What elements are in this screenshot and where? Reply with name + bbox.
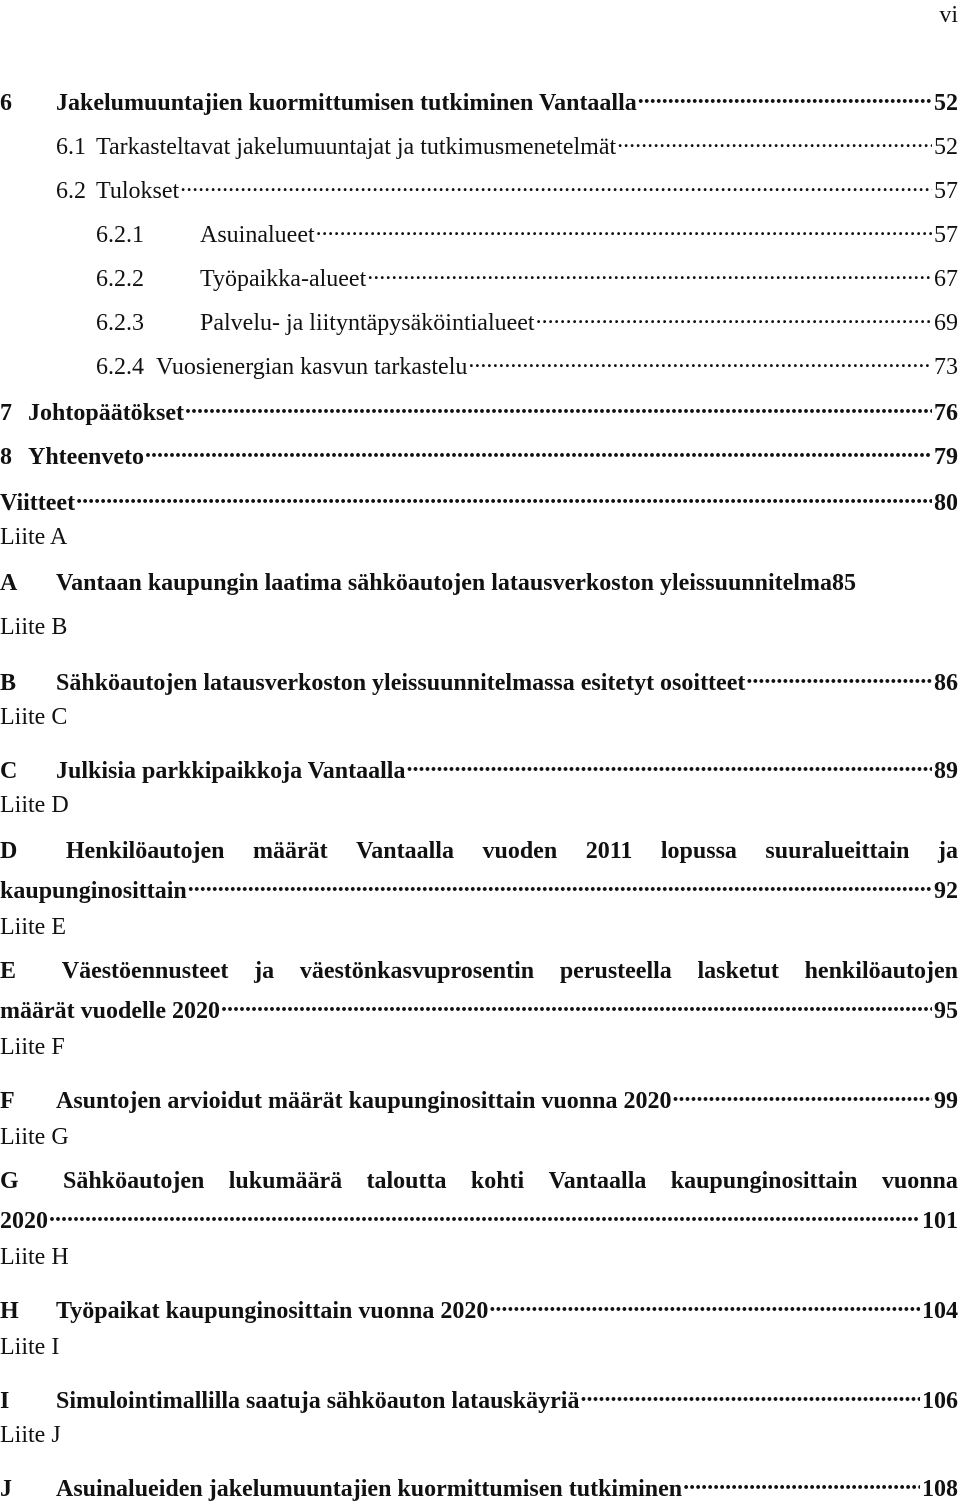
entry-word: lopussa: [660, 838, 737, 864]
toc-entry[interactable]: [0, 1378, 958, 1414]
leader-dots: [580, 1378, 920, 1408]
entry-page: 86: [934, 670, 958, 696]
leader-dots: [617, 124, 932, 154]
leader-dots: [185, 390, 932, 420]
entry-letter: H: [0, 1298, 19, 1324]
appendix-heading: Liite F: [0, 1034, 65, 1060]
toc-entry[interactable]: [0, 1078, 958, 1114]
entry-word: Vantaalla: [356, 838, 454, 864]
entry-title: Asuinalueiden jakelumuuntajien kuormittumisen tutkiminen: [56, 1476, 683, 1502]
entry-title: Työpaikka-alueet: [200, 266, 367, 292]
entry-number: 6.2: [56, 178, 86, 204]
entry-word: vuoden: [482, 838, 558, 864]
entry-number: 6.2.4: [96, 354, 144, 380]
entry-word: väestönkasvuprosentin: [299, 958, 535, 984]
toc-entry[interactable]: [0, 570, 958, 600]
entry-title: Työpaikat kaupunginosittain vuonna 2020: [56, 1298, 489, 1324]
entry-number: 6.2.3: [96, 310, 144, 336]
toc-entry[interactable]: [96, 300, 958, 336]
entry-page: 92: [934, 878, 958, 904]
entry-title: Tarkasteltavat jakelumuuntajat ja tutkimusmenetelmät: [96, 134, 617, 160]
entry-title: Vuosienergian kasvun tarkastelu: [156, 354, 468, 380]
entry-word: 2011: [585, 838, 633, 864]
toc-entry[interactable]: [0, 1466, 958, 1502]
entry-letter: G: [0, 1168, 19, 1194]
leader-dots: [746, 660, 932, 690]
entry-title: Asuntojen arvioidut määrät kaupunginosittain vuonna 2020: [56, 1088, 672, 1114]
leader-dots: [188, 868, 932, 898]
entry-title: Simulointimallilla saatuja sähköauton latauskäyriä: [56, 1388, 580, 1414]
toc-entry[interactable]: [0, 1288, 958, 1324]
entry-page: 104: [922, 1298, 958, 1324]
leader-dots: [316, 212, 932, 242]
entry-number: 6.2.2: [96, 266, 144, 292]
entry-page: 52: [934, 90, 958, 116]
entry-page: 57: [934, 178, 958, 204]
toc-entry-line1[interactable]: [0, 958, 958, 988]
appendix-heading: Liite A: [0, 524, 68, 550]
entry-title: Viitteet: [0, 490, 76, 516]
entry-word: Vantaalla: [548, 1168, 647, 1194]
toc-entry[interactable]: [0, 390, 958, 426]
toc-entry[interactable]: [0, 660, 958, 696]
entry-word: perusteella: [559, 958, 672, 984]
entry-word: määrät: [253, 838, 328, 864]
entry-page: 95: [934, 998, 958, 1024]
entry-number: 6: [0, 90, 12, 116]
entry-title: 2020: [0, 1208, 48, 1234]
entry-word: ja: [937, 838, 958, 864]
entry-word: henkilöautojen: [804, 958, 958, 984]
entry-page: 108: [922, 1476, 958, 1502]
entry-page: 89: [934, 758, 958, 784]
entry-title: Jakelumuuntajien kuormittumisen tutkiminen Vantaalla: [56, 90, 637, 116]
toc-entry[interactable]: [56, 124, 958, 160]
toc-entry-line2[interactable]: [0, 868, 958, 904]
toc-entry[interactable]: [96, 212, 958, 248]
entry-word: lasketut: [697, 958, 779, 984]
leader-dots: [638, 80, 932, 110]
appendix-heading: Liite G: [0, 1124, 69, 1150]
entry-title: Yhteenveto: [28, 444, 144, 470]
entry-title: Asuinalueet: [200, 222, 315, 248]
entry-title: määrät vuodelle 2020: [0, 998, 220, 1024]
leader-dots: [672, 1078, 932, 1108]
entry-number: 7: [0, 400, 12, 426]
entry-page: 80: [934, 490, 958, 516]
appendix-heading: Liite C: [0, 704, 68, 730]
entry-page: 85: [831, 570, 856, 596]
leader-dots: [367, 256, 932, 286]
entry-letter: D: [0, 838, 18, 864]
entry-letter: I: [0, 1388, 10, 1414]
toc-entry-line2[interactable]: [0, 988, 958, 1024]
entry-letter: A: [0, 570, 18, 596]
entry-letter: F: [0, 1088, 15, 1114]
entry-page: 57: [934, 222, 958, 248]
entry-page: 69: [934, 310, 958, 336]
entry-word: Sähköautojen: [63, 1168, 205, 1194]
entry-word: kohti: [470, 1168, 525, 1194]
leader-dots: [221, 988, 932, 1018]
leader-dots: [406, 748, 932, 778]
leader-dots: [180, 168, 932, 198]
appendix-heading: Liite E: [0, 914, 66, 940]
entry-title: Tulokset: [96, 178, 180, 204]
entry-page: 101: [922, 1208, 958, 1234]
entry-page: 73: [934, 354, 958, 380]
entry-page: 99: [934, 1088, 958, 1114]
leader-dots: [145, 434, 932, 464]
entry-word: Henkilöautojen: [65, 838, 225, 864]
toc-entry-line1[interactable]: [0, 1168, 958, 1198]
entry-number: 6.1: [56, 134, 86, 160]
entry-title: Vantaan kaupungin laatima sähköautojen latausverkoston yleissuunnitelma: [56, 570, 832, 596]
entry-letter: C: [0, 758, 18, 784]
appendix-heading: Liite D: [0, 792, 69, 818]
toc-entry[interactable]: [0, 480, 958, 516]
appendix-heading: Liite I: [0, 1334, 60, 1360]
entry-page: 52: [934, 134, 958, 160]
toc-entry-line2[interactable]: [0, 1198, 958, 1234]
entry-letter: B: [0, 670, 17, 696]
entry-letter: J: [0, 1476, 12, 1502]
entry-page: 79: [934, 444, 958, 470]
entry-word: vuonna: [881, 1168, 958, 1194]
entry-number: 6.2.1: [96, 222, 144, 248]
toc-entry[interactable]: [56, 168, 958, 204]
leader-dots: [49, 1198, 920, 1228]
toc-entry[interactable]: [0, 80, 958, 116]
toc-entry[interactable]: [0, 434, 958, 470]
entry-word: lukumäärä: [228, 1168, 343, 1194]
entry-title: Julkisia parkkipaikkoja Vantaalla: [56, 758, 406, 784]
appendix-heading: Liite B: [0, 614, 68, 640]
entry-word: ja: [254, 958, 275, 984]
appendix-heading: Liite H: [0, 1244, 69, 1270]
toc-entry-line1[interactable]: [0, 838, 958, 868]
entry-word: taloutta: [366, 1168, 447, 1194]
leader-dots: [468, 344, 932, 374]
entry-word: suuralueittain: [765, 838, 910, 864]
entry-page: 67: [934, 266, 958, 292]
entry-title: Palvelu- ja liityntäpysäköintialueet: [200, 310, 535, 336]
entry-word: Väestöennusteet: [61, 958, 229, 984]
entry-letter: E: [0, 958, 17, 984]
toc-entry[interactable]: [96, 256, 958, 292]
entry-word: kaupunginosittain: [670, 1168, 858, 1194]
entry-page: 106: [922, 1388, 958, 1414]
page-number: vi: [939, 2, 958, 28]
entry-title: kaupunginosittain: [0, 878, 187, 904]
entry-number: 8: [0, 444, 12, 470]
leader-dots: [489, 1288, 920, 1318]
leader-dots: [536, 300, 932, 330]
toc-entry[interactable]: [0, 748, 958, 784]
leader-dots: [683, 1466, 920, 1496]
toc-entry[interactable]: [96, 344, 958, 380]
appendix-heading: Liite J: [0, 1422, 61, 1448]
leader-dots: [76, 480, 932, 510]
entry-title: Sähköautojen latausverkoston yleissuunnitelmassa esitetyt osoitteet: [56, 670, 746, 696]
entry-title: Johtopäätökset: [28, 400, 185, 426]
entry-page: 76: [934, 400, 958, 426]
